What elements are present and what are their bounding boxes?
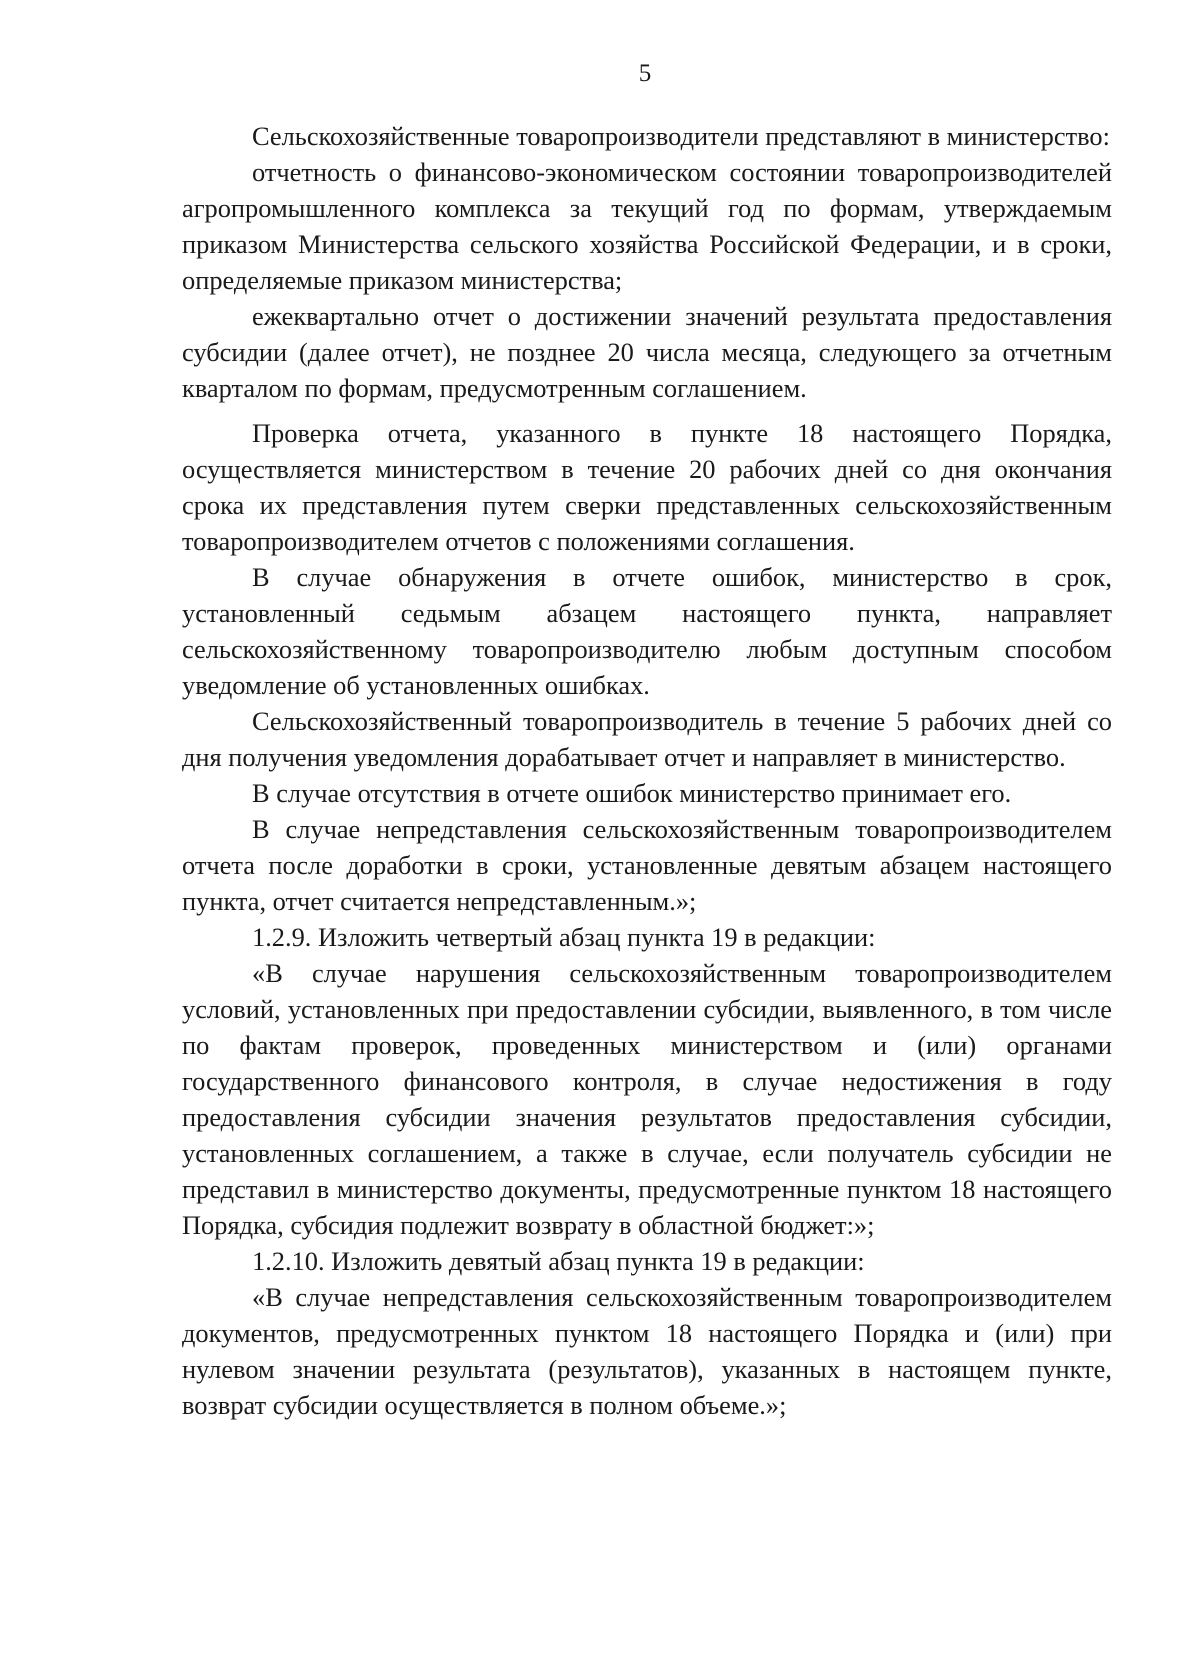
- paragraph-full-refund: «В случае непредставления сельскохозяйственным товаропроизводителем документов, предусмотренных пунктом 18 настоящего Порядка и (или) при нулевом значении результата (результатов), указанных в настоящем пункте, возврат субсидии осуществляется в полном объеме.»;: [182, 1282, 1112, 1420]
- paragraph-producers-submit: Сельскохозяйственные товаропроизводители представляют в министерство:: [252, 121, 1110, 151]
- paragraph-report-check: Проверка отчета, указанного в пункте 18 настоящего Порядка, осуществляется министерством в течение 20 рабочих дней со дня окончания срока их представления путем сверки представленных сельскохозяйственным товаропроизводителем отчетов с положениями соглашения.: [182, 418, 1112, 556]
- paragraph-quarterly-report: ежеквартально отчет о достижении значений результата предоставления субсидии (далее отчет), не позднее 20 числа месяца, следующего за отчетным кварталом по формам, предусмотренным соглашением.: [182, 301, 1112, 403]
- paragraph-amendment-1-2-10: 1.2.10. Изложить девятый абзац пункта 19 в редакции:: [252, 1246, 865, 1276]
- page-number: 5: [638, 60, 652, 87]
- paragraph-errors-found: В случае обнаружения в отчете ошибок, министерство в срок, установленный седьмым абзацем настоящего пункта, направляет сельскохозяйственному товаропроизводителю любым доступным способом уведомление об установленных ошибках.: [182, 562, 1112, 700]
- paragraph-rework: Сельскохозяйственный товаропроизводитель в течение 5 рабочих дней со дня получения уведомления дорабатывает отчет и направляет в министерство.: [182, 706, 1112, 772]
- paragraph-amendment-1-2-9: 1.2.9. Изложить четвертый абзац пункта 19 в редакции:: [252, 922, 876, 952]
- paragraph-not-submitted: В случае непредставления сельскохозяйственным товаропроизводителем отчета после доработки в сроки, установленные девятым абзацем настоящего пункта, отчет считается непредставленным.»;: [182, 814, 1112, 916]
- paragraph-no-errors: В случае отсутствия в отчете ошибок министерство принимает его.: [252, 778, 1012, 808]
- document-body: [182, 118, 1112, 1423]
- paragraph-violation-refund: «В случае нарушения сельскохозяйственным товаропроизводителем условий, установленных при предоставлении субсидии, выявленного, в том числе по фактам проверок, проведенных министерством и (или) органами государственного финансового контроля, в случае недостижения в году предоставления субсидии значения результатов предоставления субсидии, установленных соглашением, а также в случае, если получатель субсидии не представил в министерство документы, предусмотренные пунктом 18 настоящего Порядка, субсидия подлежит возврату в областной бюджет:»;: [182, 958, 1112, 1240]
- paragraph-financial-reporting: отчетность о финансово-экономическом состоянии товаропроизводителей агропромышленного комплекса за текущий год по формам, утверждаемым приказом Министерства сельского хозяйства Российской Федерации, и в сроки, определяемые приказом министерства;: [182, 157, 1112, 295]
